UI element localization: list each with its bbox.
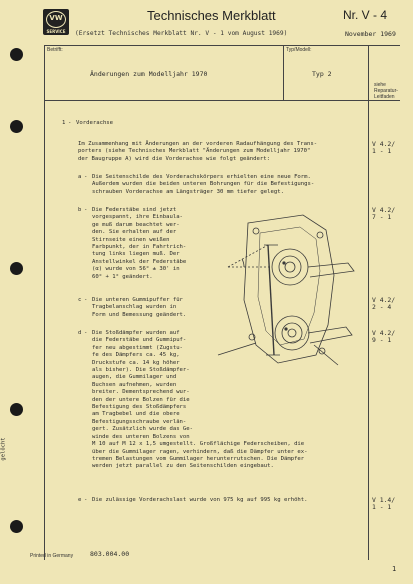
reference-b: V 4.2/ 7 - 1 <box>372 206 396 222</box>
reference-e: V 1.4/ 1 - 1 <box>372 496 396 512</box>
reference-d: V 4.2/ 9 - 1 <box>372 329 396 345</box>
punch-hole <box>10 120 23 133</box>
document-page: VW SERVICE Technisches Merkblatt Nr. V - 4 (Ersetzt Technisches Merkblatt Nr. V - 1 vom August 1969) November 1969 Betrifft: Typ/Modell: Änderungen zum Modelljahr 1970 Typ 2 siehe Reparatur- Leitfaden 1 - Vorderachse Im Zusammenhang mit Änderungen an der vorderen Radaufhängung des Trans- porters (siehe Technisches Merkblatt "Änderungen zum Modelljahr 1970" der Baugruppe A) wird die Vorderachse wie folgt geändert: a - Die Seitenschilde des Vorderachskörpers erhielten eine neue Form. Außerdem wurden die beiden unteren Bohrungen für die Befestigungs- schrauben Vorderachse am Längsträger 30 mm tiefer gelegt. b - Die Federstäbe sind jetzt vorgespannt, ihre Einbaula- ge muß darum beachtet wer- den. Sie erhalten auf der Stirnseite einen weißen Farbpunkt, der in Fahrtrich- tung links liegen muß. Der Anstellwinkel der Federstäbe (α) wurde von 56° ± 30' in 60° + 1° geändert. c - Die unteren Gummipuffer für Tragbelanschlag wurden in Form und Bemessung geändert. d - Die Stoßdämpfer wurden auf die Federstäbe und Gummipuf- fer neu abgestimmt (Zugstu- fe des Dämpfers ca. 45 kg, Druckstufe ca. 14 kg höher als bisher). Die Stoßdämpfer- augen, die Gummilager und Buchsen aufnehmen, wurden breiter. Dementsprechend wur- den der untere Bolzen für die Befestigung des Stoßdämpfers am Tragbebel und die obere Befestigungsschraube verlän- gert. Zusätzlich wurde das Ge- winde des unteren Bolzens von M 10 auf M 12 x 1,5 umgestellt. Großflächige Federscheiben, die über die Gummilager ragen, verhindern, daß die Dämpfer unter ex- tremen Belastungen vom Gummilager herunterrutschen. Die Dämpfer werden jetzt parallel zu den Seitenschilden eingebaut. e - Die zulässige Vorderachslast wurde von 975 kg auf 995 kg erhöht. V 4.2/ 1 - 1 V 4.2/ 7 - 1 V 4.2/ 2 - 4 V 4.2/ 9 - 1 V 1.4/ 1 - 1 gelöcht Printed in Germany 803.004.00 1 <box>0 0 413 584</box>
reference-c: V 4.2/ 2 - 4 <box>372 296 396 312</box>
printed-in: Printed in Germany <box>30 553 74 559</box>
form-divider <box>283 45 284 100</box>
betrifft-label: Betrifft: <box>47 47 63 53</box>
item-letter-a: a <box>78 174 82 180</box>
item-text-a: Die Seitenschilde des Vorderachskörpers erhielten eine neue Form. Außerdem wurden die beiden unteren Bohrungen für die Befestigungs- schrauben Vorderachse am Längsträger 30 mm tiefer gelegt. <box>92 174 315 195</box>
reference-column-rule <box>368 45 369 560</box>
item-letter-c: c <box>78 297 82 303</box>
form-bottom-rule <box>44 100 400 101</box>
document-code: 803.004.00 <box>90 550 130 558</box>
intro-paragraph: Im Zusammenhang mit Änderungen an der vorderen Radaufhängung des Trans- porters (siehe Technisches Merkblatt "Änderungen zum Modelljahr 1970" der Baugruppe A) wird die Vorderachse wie folgt geändert: <box>78 141 318 162</box>
item-letter-d: d <box>78 330 82 336</box>
vw-logo: VW SERVICE <box>43 9 69 35</box>
section-title: Vorderachse <box>76 120 114 126</box>
document-date: November 1969 <box>345 30 396 38</box>
item-text-d: Die Stoßdämpfer wurden auf die Federstäbe und Gummipuf- fer neu abgestimmt (Zugstu- fe des Dämpfers ca. 45 kg, Druckstufe ca. 14 kg höher als bisher). Die Stoßdämpfer- augen, die Gummilager und Buchsen aufnehmen, wurden breiter. Dementsprechend wur- den der untere Bolzen für die Befestigung des Stoßdämpfers am Tragbebel und die obere Befestigungsschraube verlän- gert. Zusätzlich wurde das Ge- winde des unteren Bolzens von M 10 auf M 12 x 1,5 umgestellt. Großflächige Federscheiben, die über die Gummilager ragen, verhindern, daß die Dämpfer unter ex- tremen Belastungen vom Gummilager herunterrutschen. Die Dämpfer werden jetzt parallel zu den Seitenschilden eingebaut. <box>92 330 308 470</box>
punch-hole <box>10 520 23 533</box>
item-letter-e: e <box>78 497 82 503</box>
subject-value: Änderungen zum Modelljahr 1970 <box>90 70 208 78</box>
left-frame-rule <box>44 45 45 560</box>
type-value: Typ 2 <box>312 70 332 78</box>
page-number: 1 <box>392 565 397 573</box>
typ-label: Typ/Modell: <box>286 47 312 53</box>
side-note: siehe Reparatur- Leitfaden <box>374 82 398 100</box>
section-number: 1 <box>62 120 66 126</box>
reference-a: V 4.2/ 1 - 1 <box>372 140 396 156</box>
front-axle-illustration <box>208 205 366 385</box>
side-stamp: gelöcht <box>0 437 7 461</box>
punch-hole <box>10 403 23 416</box>
document-number: Nr. V - 4 <box>343 8 388 22</box>
item-text-b: Die Federstäbe sind jetzt vorgespannt, ihre Einbaula- ge muß darum beachtet wer- den. Sie erhalten auf der Stirnseite einen weißen Farbpunkt, der in Fahrtrich- tung links liegen muß. Der Anstellwinkel der Federstäbe (α) wurde von 56° ± 30' in 60° + 1° geändert. <box>92 207 187 280</box>
form-top-rule <box>44 45 400 46</box>
document-subtitle: (Ersetzt Technisches Merkblatt Nr. V - 1 vom August 1969) <box>75 30 288 37</box>
item-letter-b: b <box>78 207 82 213</box>
punch-hole <box>10 262 23 275</box>
item-text-e: Die zulässige Vorderachslast wurde von 975 kg auf 995 kg erhöht. <box>92 497 308 503</box>
item-text-c: Die unteren Gummipuffer für Tragbelanschlag wurden in Form und Bemessung geändert. <box>92 297 187 318</box>
punch-hole <box>10 48 23 61</box>
document-title: Technisches Merkblatt <box>147 8 276 23</box>
